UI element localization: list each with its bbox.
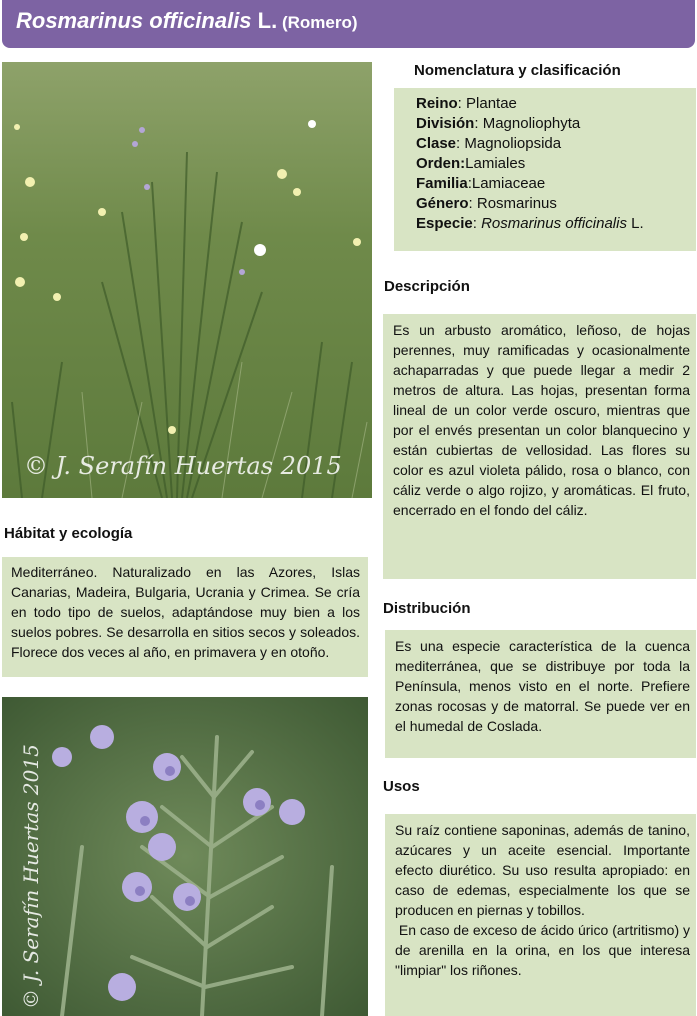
distribucion-text: Es una especie característica de la cuenca mediterránea, que se distribuye por toda la Península, menos visto en el norte. Prefiere zonas rocosas y de matorral. Se puede ver en el humedal de Coslada. [395,638,690,734]
usos-heading: Usos [383,778,420,795]
habitat-box [2,557,368,677]
nom-row-reino: Reino: Plantae [416,95,517,112]
title-bar [2,0,695,48]
distribucion-heading: Distribución [383,600,471,617]
nomenclatura-box [394,88,696,251]
photo2-watermark: © J. Serafín Huertas 2015 [19,744,43,1009]
usos-paragraph-2: En caso de exceso de ácido úrico (artritismo) y de arenilla en la orina, en los que interesa "limpiar" los riñones. [395,922,694,978]
descripcion-text: Es un arbusto aromático, leñoso, de hojas perennes, muy ramificadas y ocasionalmente achaparradas y que puede llegar a medir 2 metros de altura. Las hojas, presentan forma lineal de un color verde oscuro, mientras que por el envés presentan un color blanquecino y están cubiertas de vellosidad. Las flores su color es azul violeta pálido, rosa o blanco, con cáliz verde o algo rojizo, y aromáticas. El fruto, encerrado en el fondo del cáliz. [393,322,690,518]
distribucion-box [385,630,696,758]
photo1-watermark: © J. Serafín Huertas 2015 [24,452,342,480]
nom-row-division: División: Magnoliophyta [416,115,581,132]
nom-row-orden: Orden:Lamiales [416,155,526,172]
habitat-heading: Hábitat y ecología [4,525,133,542]
author-abbrev: L. [251,8,278,33]
usos-paragraph-1: Su raíz contiene saponinas, además de tanino, azúcares y un aceite esencial. Importante efecto diurético. Su uso resulta apropiado: en caso de edemas, especialmente los que se producen en piernas y tobillos. [395,822,690,918]
nom-row-familia: Familia:Lamiaceae [416,175,546,192]
habitat-text: Mediterráneo. Naturalizado en las Azores, Islas Canarias, Madeira, Bulgaria, Ucrania y Crimea. Se cría en todo tipo de suelos, adaptándose muy bien a los suelos pobres. Se desarrolla en sitios secos y soleados. Florece dos veces al año, en primavera y en otoño. [11,564,360,660]
nomenclatura-heading: Nomenclatura y clasificación [414,62,621,79]
common-name: (Romero) [277,13,358,32]
usos-box [385,814,696,1016]
nom-row-genero: Género: Rosmarinus [416,195,557,212]
nom-row-clase: Clase: Magnoliopsida [416,135,562,152]
descripcion-box [383,314,696,579]
nom-row-especie: Especie: Rosmarinus officinalis L. [416,215,644,232]
descripcion-heading: Descripción [384,278,470,295]
scientific-name: Rosmarinus officinalis [16,8,252,33]
rosemary-bush-photo [2,62,372,498]
rosemary-flowers-photo [2,697,368,1016]
